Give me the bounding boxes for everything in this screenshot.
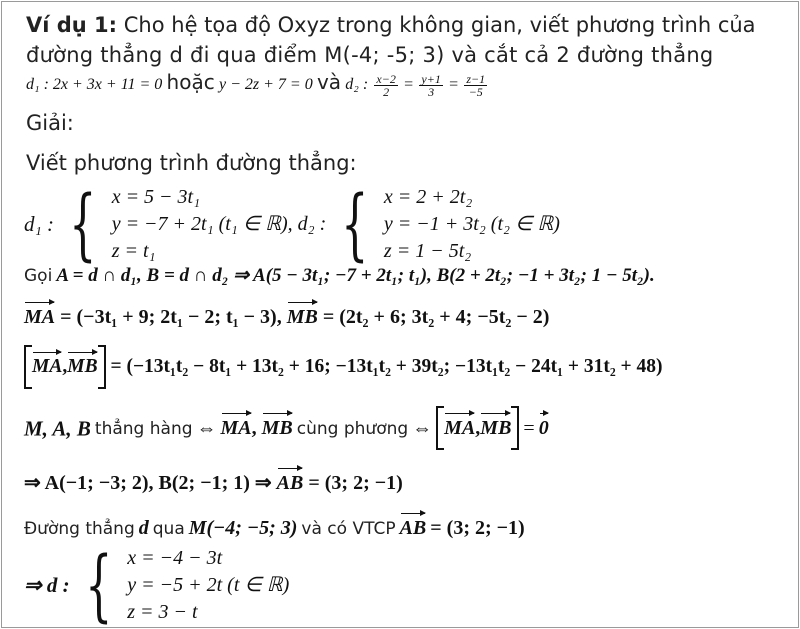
mb-expression: = (2t₂ + 6; 3t₂ + 4; −5t₂ − 2) (322, 306, 550, 328)
problem-line-3: d₁ : 2x + 3x + 11 = 0 hoặc y − 2z + 7 = 0 và d₂ : $\frac{x-2}{2}$ = $\frac{y+1}{3}$ = $\frac{z-1}{-5}$ (26, 70, 486, 99)
d1-brace: { (69, 179, 97, 270)
and-word: và (316, 70, 342, 94)
final-sys-y: y = −5 + 2t (t ∈ ℝ) (127, 574, 290, 596)
collinear-ma-vector: MA (220, 417, 252, 440)
result-ab-vector: AB (276, 472, 304, 494)
final-prefix: Đường thẳng (24, 519, 135, 539)
ma-mb-line (24, 306, 549, 329)
problem-line-2 (26, 40, 713, 70)
d1-sys-x: x = 5 − 3t₁ (111, 186, 201, 208)
final-d: d (138, 517, 149, 539)
problem-text-1: Cho hệ tọa độ Oxyz trong không gian, viết phương trình của (123, 13, 756, 37)
d2-fraction-z: $\frac{z-1}{-5}$ (466, 71, 486, 99)
final-system-block (24, 540, 290, 628)
d2-sys-z: z = 1 − 5t₂ (383, 240, 472, 262)
cross-product-line: MA,MB = (−13t₁t₂ − 8t₁ + 13t₂ + 16; −13t₁t₂ + 39t₂; −13t₁t₂ − 24t₁ + 31t₂ + 48) (24, 345, 663, 389)
final-system (127, 545, 289, 626)
d2-sys-y: y = −1 + 3t₂ (t₂ ∈ ℝ) (383, 213, 560, 235)
example-label: Ví dụ 1: (26, 13, 118, 37)
ma-vector: MA (24, 306, 56, 328)
d2-label: d₂ : (345, 76, 369, 93)
iff-symbol-2: ⇔ (412, 417, 433, 440)
d1-sys-y: y = −7 + 2t₁ (t₁ ∈ ℝ), d₂ : (111, 213, 327, 235)
collinear-points: M, A, B (24, 416, 91, 441)
cung-phuong-word: cùng phương (296, 418, 409, 439)
d1-system (112, 184, 327, 265)
final-qua: qua (152, 519, 185, 539)
final-point-m: M(−4; −5; 3) (188, 517, 298, 539)
collinear-cross-mb: MB (480, 416, 512, 439)
final-system-label: ⇒ d : (24, 573, 70, 597)
cross-bracket-right (98, 345, 106, 389)
cross-bracket-left (24, 345, 32, 389)
final-ab-vector: AB (399, 517, 427, 539)
or-word: hoặc (166, 70, 215, 94)
final-brace: { (84, 540, 113, 628)
equals-sign: = (523, 417, 535, 440)
solution-label: Giải: (26, 111, 74, 135)
final-sys-z: z = 3 − t (127, 601, 198, 623)
d1-equation-a: d₁ : 2x + 3x + 11 = 0 (26, 76, 163, 93)
d2-sys-x: x = 2 + 2t₂ (383, 186, 473, 208)
final-sys-x: x = −4 − 3t (127, 547, 223, 569)
goi-line (24, 264, 655, 287)
collinear-cross-ma: MA (444, 416, 476, 439)
d1-system-label: d₁ : (24, 212, 55, 236)
d2-fraction-y: $\frac{y+1}{3}$ (421, 71, 441, 99)
solution-intro: Viết phương trình đường thẳng: (26, 151, 357, 175)
final-vtcp: và có VTCP (301, 519, 396, 539)
result-line (24, 470, 403, 495)
result-points: ⇒ A(−1; −3; 2), B(2; −1; 1) ⇒ (24, 472, 272, 494)
mb-vector: MB (286, 306, 318, 328)
document-frame (1, 1, 799, 628)
collinear-bracket-left (436, 406, 444, 450)
collinear-bracket-right (511, 406, 519, 450)
zero-vector: 0 (538, 417, 549, 440)
result-ab-expression: = (3; 2; −1) (308, 472, 403, 494)
goi-expression: A = d ∩ d₁, B = d ∩ d₂ ⇒ A(5 − 3t₁; −7 + 2t₁; t₁), B(2 + 2t₂; −1 + 3t₂; 1 − 5t₂). (56, 265, 655, 286)
final-ab-expression: = (3; 2; −1) (430, 517, 525, 539)
d2-fraction-x: $\frac{x-2}{2}$ (376, 71, 396, 99)
ma-expression: = (−3t₁ + 9; 2t₁ − 2; t₁ − 3), (60, 306, 282, 328)
iff-symbol-1: ⇔ (196, 417, 217, 440)
problem-line-1 (26, 10, 756, 40)
parametric-systems (24, 179, 560, 270)
cross-ma-vector: MA (32, 356, 63, 377)
d1-sys-z: z = t₁ (111, 240, 156, 262)
final-statement-line (24, 517, 525, 540)
cross-mb-vector: MB (67, 356, 98, 377)
thang-hang-word: thẳng hàng (94, 418, 193, 439)
problem-text-2: đường thẳng d đi qua điểm M(-4; -5; 3) và cắt cả 2 đường thẳng (26, 43, 714, 67)
d2-system (384, 184, 560, 265)
collinear-mb-vector: MB (261, 417, 293, 440)
goi-word: Gọi (24, 266, 53, 286)
cross-expression: = (−13t₁t₂ − 8t₁ + 13t₂ + 16; −13t₁t₂ + 39t₂; −13t₁t₂ − 24t₁ + 31t₂ + 48) (110, 356, 663, 377)
d1-equation-b: y − 2z + 7 = 0 (218, 76, 313, 93)
collinear-line: M, A, B thẳng hàng ⇔ MA, MB cùng phương ⇔ MA,MB = 0 (24, 406, 549, 450)
d2-brace: { (341, 179, 369, 270)
